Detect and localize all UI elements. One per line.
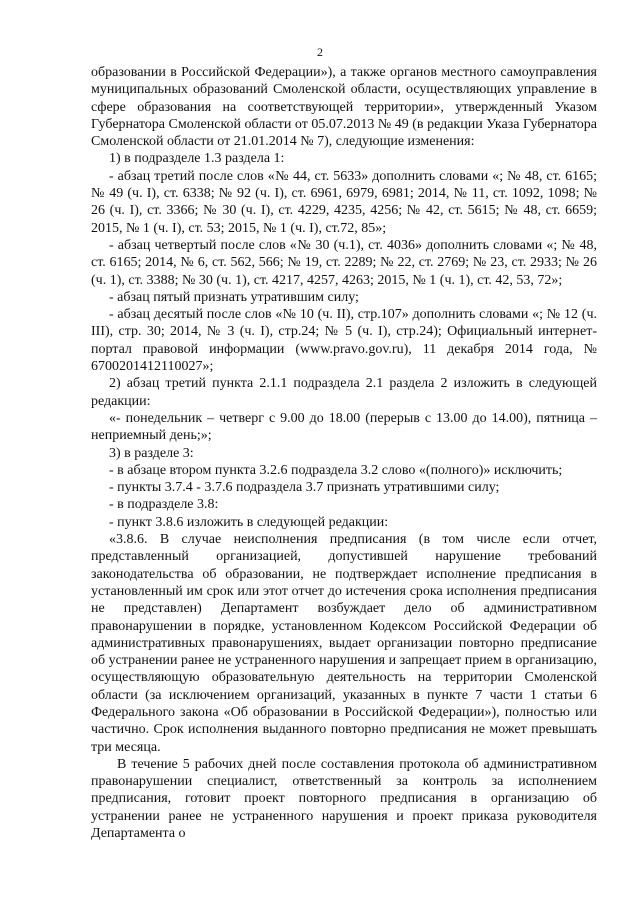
paragraph-item-1: 1) в подразделе 1.3 раздела 1:	[109, 151, 285, 167]
paragraph-3-8-6-text: «3.8.6. В случае неисполнения предписания (в том числе если отчет, представленный организацией, допустившей нарушение требований законодательства об образовании, не подтверждает исполнение предписания в установленный им срок или этот отчет до истечения срока исполнения предписания не представлен) Департамент возбуждает дело об административном правонарушении в порядке, установленном Кодексом Российской Федерации об административных правонарушениях, выдает организации повторно предписание об устранении ранее не устраненного нарушения и запрещает прием в организацию, осуществляющую образовательную деятельность на территории Смоленской области (за исключением организаций, указанных в пункте 7 части 1 статьи 6 Федерального закона «Об образовании в Российской Федерации»), полностью или частично. Срок исполнения выданного повторно предписания не может превышать три месяца.	[91, 532, 597, 755]
paragraph-indent-5: - абзац пятый признать утратившим силу;	[109, 289, 359, 305]
paragraph-item-2: 2) абзац третий пункта 2.1.1 подраздела 2.1 раздела 2 изложить в следующей редакции:	[91, 376, 597, 409]
paragraph-3-2-6: - в абзаце втором пункта 3.2.6 подраздела 3.2 слово «(полного)» исключить;	[109, 462, 563, 478]
paragraph-3-8-6-intro: - пункт 3.8.6 изложить в следующей редакции:	[109, 514, 389, 530]
paragraph-schedule: «- понедельник – четверг с 9.00 до 18.00 (перерыв с 13.00 до 14.00), пятница – неприемный день;»;	[91, 410, 597, 444]
paragraph-intro-continuation: образовании в Российской Федерации»), а также органов местного самоуправления муниципальных образований Смоленской области, осуществляющих управление в сфере образования на соответствующей территории», утвержденный Указом Губернатора Смоленской области от 05.07.2013 № 49 (в редакции Указа Губернатора Смоленской области от 21.01.2014 № 7), следующие изменения:	[91, 65, 597, 150]
paragraph-indent-3: - абзац третий после слов «№ 44, ст. 5633» дополнить словами «; № 48, ст. 6165; № 49 (ч. I), ст. 6338; № 92 (ч. I), ст. 6961, 6979, 6981; 2014, № 11, ст. 1092, 1098; № 26 (ч. I), ст. 3366; № 30 (ч. I), ст. 4229, 4235, 4256; № 42, ст. 5615; № 48, ст. 6659; 2015, № 1 (ч. I), ст. 53; 2015, № 1 (ч. I), ст.72, 85»;	[91, 168, 597, 236]
paragraph-indent-4: - абзац четвертый после слов «№ 30 (ч.1), ст. 4036» дополнить словами «; № 48, ст. 6165; 2014, № 6, ст. 562, 566; № 19, ст. 2289; № 22, ст. 2769; № 23, ст. 2933; № 26 (ч. 1), ст. 3388; № 30 (ч. 1), ст. 4217, 4257, 4263; 2015, № 1 (ч. 1), ст. 42, 53, 72»;	[91, 237, 597, 288]
paragraph-3-8: - в подразделе 3.8:	[109, 497, 219, 513]
paragraph-5-days: В течение 5 рабочих дней после составления протокола об административном правонарушении специалист, ответственный за контроль за исполнением предписания, готовит проект повторного предписания в организацию об устранении ранее не устраненного нарушения и проект приказа руководителя Департамента о	[91, 756, 597, 842]
page-number: 2	[317, 45, 323, 59]
paragraph-item-3: 3) в разделе 3:	[109, 445, 194, 461]
paragraph-3-7: - пункты 3.7.4 - 3.7.6 подраздела 3.7 признать утратившими силу;	[109, 480, 500, 496]
document-body	[91, 64, 597, 842]
paragraph-indent-10: - абзац десятый после слов «№ 10 (ч. II), стр.107» дополнить словами «; № 12 (ч. III), стр. 30; 2014, № 3 (ч. I), стр.24; № 5 (ч. I), стр.24); Официальный интернет-портал правовой информации (www.pravo.gov.ru), 11 декабря 2014 года, № 6700201412110027»;	[91, 307, 597, 375]
